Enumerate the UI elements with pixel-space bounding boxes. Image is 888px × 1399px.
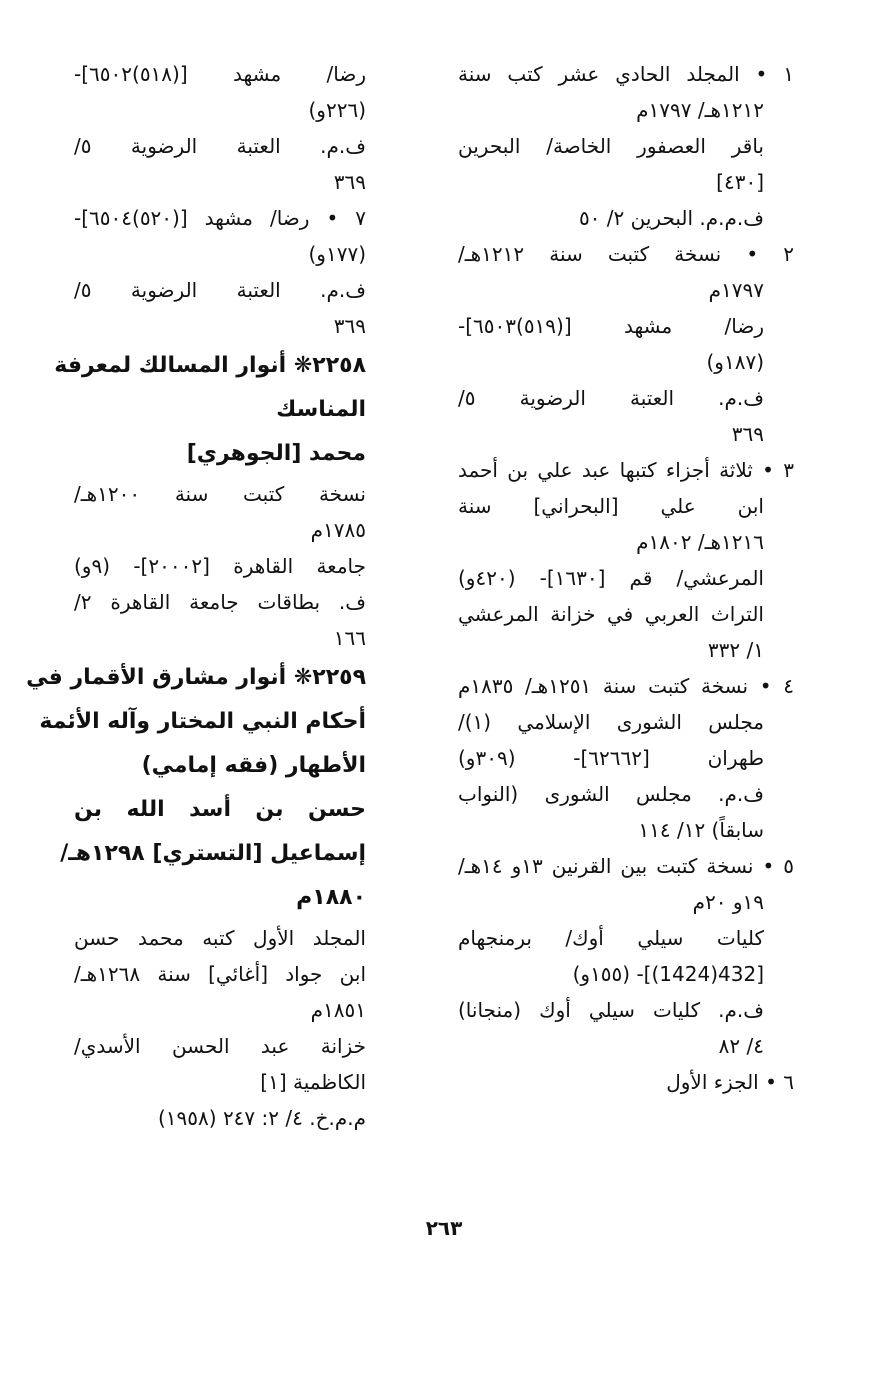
entry-line: ف. بطاقات جامعة القاهرة ٢/: [74, 590, 366, 614]
entry-line: (١٨٧و): [706, 350, 764, 374]
entry-line: ١٩و ٢٠م: [692, 890, 764, 914]
entry-title: ٢٢٥٨❋ أنوار المسالك لمعرفة: [54, 353, 366, 378]
entry-line: ٣٦٩: [333, 170, 366, 194]
entry-line: كليات سيلي أوك/ برمنجهام: [458, 926, 764, 950]
entry-line: ١ • المجلد الحادي عشر كتب سنة: [458, 62, 794, 86]
entry-line: ابن جواد [أغائي] سنة ١٢٦٨هـ/: [74, 962, 366, 986]
entry-line: م.م.خ. ٤/ ٢: ٢٤٧ (١٩٥٨): [157, 1106, 366, 1130]
entry-line: ١٨٥١م: [310, 998, 366, 1022]
entry-line: ٦ • الجزء الأول: [666, 1070, 794, 1094]
entry-line: ١٢١٦هـ/ ١٨٠٢م: [636, 530, 764, 554]
entry-line: خزانة عبد الحسن الأسدي/: [74, 1034, 366, 1058]
entry-line: ٣٦٩: [333, 314, 366, 338]
entry-line: ف.م. كليات سيلي أوك (منجانا): [458, 998, 764, 1022]
entry-line: [432(1424)]- (١٥٥و): [572, 962, 764, 986]
entry-line: ف.م. العتبة الرضوية ٥/: [74, 278, 366, 302]
entry-title: المناسك: [276, 397, 366, 422]
entry-line: رضا/ مشهد [(٥١٨)٦٥٠٢]-: [74, 62, 366, 86]
entry-line: ٣ • ثلاثة أجزاء كتبها عبد علي بن أحمد: [458, 458, 794, 482]
entry-title: أحكام النبي المختار وآله الأئمة: [39, 709, 366, 734]
entry-line: (١٧٧و): [308, 242, 366, 266]
entry-author: حسن بن أسد الله بن: [74, 797, 366, 822]
entry-line: ١٧٩٧م: [708, 278, 764, 302]
entry-line: المرعشي/ قم [١٦٣٠]- (٤٢٠و): [458, 566, 764, 590]
entry-author: ١٨٨٠م: [296, 885, 366, 910]
entry-line: سابقاً) ١٢/ ١١٤: [638, 818, 764, 842]
entry-line: ٤ • نسخة كتبت سنة ١٢٥١هـ/ ١٨٣٥م: [458, 674, 794, 698]
entry-line: (٢٢٦و): [308, 98, 366, 122]
entry-line: ابن علي [البحراني] سنة: [458, 494, 764, 518]
entry-line: ف.م. العتبة الرضوية ٥/: [458, 386, 764, 410]
entry-line: ١/ ٣٣٢: [707, 638, 764, 662]
entry-line: مجلس الشورى الإسلامي (١)/: [458, 710, 764, 734]
page-number: ٢٦٣: [425, 1216, 463, 1240]
entry-line: جامعة القاهرة [٢٠٠٠٢]- (٩و): [74, 554, 367, 578]
entry-line: ١٧٨٥م: [310, 518, 366, 542]
entry-line: ١٢١٢هـ/ ١٧٩٧م: [636, 98, 764, 122]
entry-author: محمد [الجوهري]: [186, 441, 366, 466]
entry-line: باقر العصفور الخاصة/ البحرين: [458, 134, 764, 158]
entry-line: المجلد الأول كتبه محمد حسن: [74, 926, 366, 950]
entry-line: ١٦٦: [333, 626, 366, 650]
entry-line: ف.م.م. البحرين ٢/ ٥٠: [578, 206, 764, 230]
right-column: [458, 56, 794, 1100]
entry-title: الأطهار (فقه إمامي): [141, 753, 366, 778]
entry-line: رضا/ مشهد [(٥١٩)٦٥٠٣]-: [458, 314, 764, 338]
entry-line: ٤/ ٨٢: [718, 1034, 764, 1058]
entry-line: ف.م. مجلس الشورى (النواب: [458, 782, 764, 806]
entry-line: التراث العربي في خزانة المرعشي: [458, 602, 764, 626]
left-column: [26, 56, 367, 1136]
entry-line: طهران [٦٢٦٦٢]- (٣٠٩و): [458, 746, 764, 770]
entry-line: ٧ • رضا/ مشهد [(٥٢٠)٦٥٠٤]-: [74, 206, 366, 230]
entry-title: ٢٢٥٩❋ أنوار مشارق الأقمار في: [26, 665, 366, 690]
entry-line: [٤٣٠]: [716, 170, 764, 194]
entry-author: إسماعيل [التستري] ١٢٩٨هـ/: [60, 841, 366, 866]
entry-line: الكاظمية [١]: [260, 1070, 366, 1094]
entry-line: ٣٦٩: [731, 422, 764, 446]
entry-line: نسخة كتبت سنة ١٢٠٠هـ/: [74, 482, 366, 506]
entry-line: ف.م. العتبة الرضوية ٥/: [74, 134, 366, 158]
entry-line: ٥ • نسخة كتبت بين القرنين ١٣و ١٤هـ/: [458, 854, 795, 878]
entry-line: ٢ • نسخة كتبت سنة ١٢١٢هـ/: [458, 242, 794, 266]
